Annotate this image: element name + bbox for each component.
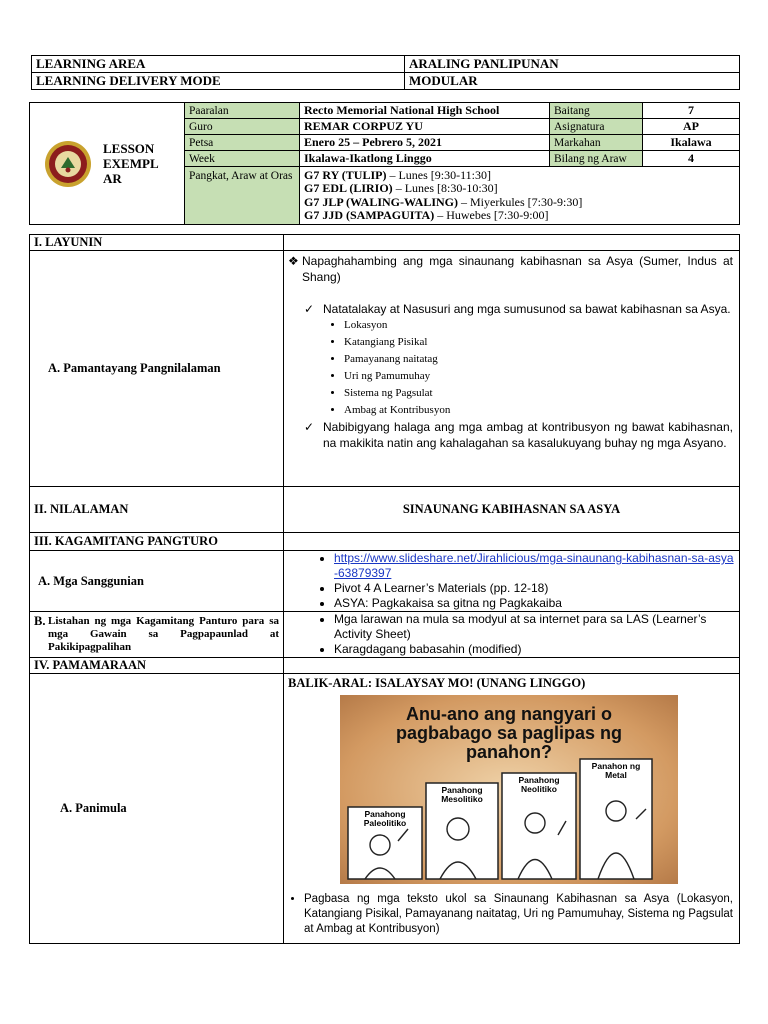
delivery-mode-value: MODULAR xyxy=(405,73,740,90)
slideshare-link[interactable]: https://www.slideshare.net/Jirahlicious/mga-sinaunang-kabihasnan-sa-asya-63879397 xyxy=(334,551,734,580)
listahan-list xyxy=(288,612,735,657)
criteria-list xyxy=(288,317,733,419)
info-value-markahan: Ikalawa xyxy=(643,135,740,151)
learning-area-table xyxy=(31,55,740,90)
pamantayang-pangnilalaman-label: A. Pamantayang Pangnilalaman xyxy=(30,251,284,487)
section-kagamitan: III. KAGAMITANG PANGTURO xyxy=(30,533,284,551)
info-value-petsa: Enero 25 – Pebrero 5, 2021 xyxy=(300,135,550,151)
layunin-content xyxy=(284,251,740,487)
info-value-baitang: 7 xyxy=(643,103,740,119)
delivery-mode-label: LEARNING DELIVERY MODE xyxy=(32,73,405,90)
listahan-content xyxy=(284,612,740,658)
info-label-schedule: Pangkat, Araw at Oras xyxy=(185,167,300,225)
stage-label: Panahong Neolitiko xyxy=(518,775,560,794)
learning-area-label: LEARNING AREA xyxy=(32,56,405,73)
info-value-week: Ikalawa-Ikatlong Linggo xyxy=(300,151,550,167)
objective-main: ❖ Napaghahambing ang mga sinaunang kabihasnan sa Asya (Sumer, Indus at Shang) xyxy=(288,254,733,284)
list-item: • Karagdagang babasahin (modified) xyxy=(334,642,735,657)
stage-label: Panahong Mesolitiko xyxy=(441,785,483,804)
info-label-asignatura: Asignatura xyxy=(550,119,643,135)
schedule-item: G7 JJD (SAMPAGUITA) – Huwebes [7:30-9:00] xyxy=(304,208,549,222)
info-value-paaralan: Recto Memorial National High School xyxy=(300,103,550,119)
schedule-list xyxy=(300,167,740,225)
reading-list xyxy=(288,892,733,937)
balik-aral-heading: BALIK-ARAL: ISALAYSAY MO! (UNANG LINGGO) xyxy=(288,676,586,690)
lesson-exemplar-title: LESSON EXEMPLAR xyxy=(103,141,159,186)
list-item: • Pagbasa ng mga teksto ukol sa Sinaunang Kabihasnan sa Asya (Lokasyon, Katangiang Pisikal, Pamayanang naitatag, Uri ng Pamumuhay, Sistema ng Pagsulat at Ambag at Kontribusyon) xyxy=(304,892,733,937)
info-label-baitang: Baitang xyxy=(550,103,643,119)
list-item: • Sistema ng Pagsulat xyxy=(344,385,733,402)
image-question: Anu-ano ang nangyari o pagbabago sa paglipas ng panahon? xyxy=(395,704,623,762)
schedule-item: G7 EDL (LIRIO) – Lunes [8:30-10:30] xyxy=(304,181,498,195)
info-label-petsa: Petsa xyxy=(185,135,300,151)
diamond-bullet-icon: ❖ xyxy=(288,254,299,268)
schedule-item: G7 JLP (WALING-WALING) – Miyerkules [7:30-9:30] xyxy=(304,194,583,209)
info-label-guro: Guro xyxy=(185,119,300,135)
lesson-plan-table xyxy=(29,234,740,944)
list-item: • Ambag at Kontribusyon xyxy=(344,402,733,419)
listahan-label: B. Listahan ng mga Kagamitang Panturo para sa mga Gawain sa Pagpapaunlad at Pakikipagpalihan xyxy=(30,612,284,658)
lesson-info-table xyxy=(29,102,740,225)
stage-label: Panahong Paleolitiko xyxy=(363,809,407,828)
sanggunian-list xyxy=(288,551,735,611)
learning-area-value: ARALING PANLIPUNAN xyxy=(405,56,740,73)
objective-check-1: ✓ Natatalakay at Nasusuri ang mga sumusunod sa bawat kabihasnan sa Asya. xyxy=(304,302,731,316)
sanggunian-content xyxy=(284,551,740,612)
section-layunin: I. LAYUNIN xyxy=(30,235,284,251)
info-value-bilang: 4 xyxy=(643,151,740,167)
info-value-asignatura: AP xyxy=(643,119,740,135)
stone-age-image xyxy=(340,695,678,884)
checkmark-icon: ✓ xyxy=(304,302,315,316)
info-label-paaralan: Paaralan xyxy=(185,103,300,119)
checkmark-icon: ✓ xyxy=(304,420,315,434)
list-item: • Uri ng Pamumuhay xyxy=(344,368,733,385)
list-item: • Pivot 4 A Learner’s Materials (pp. 12-18) xyxy=(334,581,735,596)
info-label-week: Week xyxy=(185,151,300,167)
info-value-guro: REMAR CORPUZ YU xyxy=(300,119,550,135)
logo-cell xyxy=(30,103,185,225)
list-item: • Katangiang Pisikal xyxy=(344,334,733,351)
list-item xyxy=(334,551,735,581)
list-item: • Pamayanang naitatag xyxy=(344,351,733,368)
info-label-markahan: Markahan xyxy=(550,135,643,151)
school-seal-logo xyxy=(44,140,92,188)
list-item: • Mga larawan na mula sa modyul at sa internet para sa LAS (Learner’s Activity Sheet) xyxy=(334,612,735,642)
sanggunian-label: A. Mga Sanggunian xyxy=(30,551,284,612)
stage-label: Panahon ng Metal xyxy=(591,761,641,780)
section-nilalaman: II. NILALAMAN xyxy=(30,487,284,533)
section-pamamaraan: IV. PAMAMARAAN xyxy=(30,658,284,674)
panimula-label: A. Panimula xyxy=(30,674,284,944)
panimula-content xyxy=(284,674,740,944)
list-item: • Lokasyon xyxy=(344,317,733,334)
info-label-bilang: Bilang ng Araw xyxy=(550,151,643,167)
nilalaman-value: SINAUNANG KABIHASNAN SA ASYA xyxy=(284,487,740,533)
list-item: • ASYA: Pagkakaisa sa gitna ng Pagkakaiba xyxy=(334,596,735,611)
objective-check-2: ✓ Nabibigyang halaga ang mga ambag at kontribusyon ng bawat kabihasnan, na makikita natin ang kahalagahan sa kasalukuyang buhay ng mga Asyano. xyxy=(304,420,733,450)
schedule-item: G7 RY (TULIP) – Lunes [9:30-11:30] xyxy=(304,167,492,182)
